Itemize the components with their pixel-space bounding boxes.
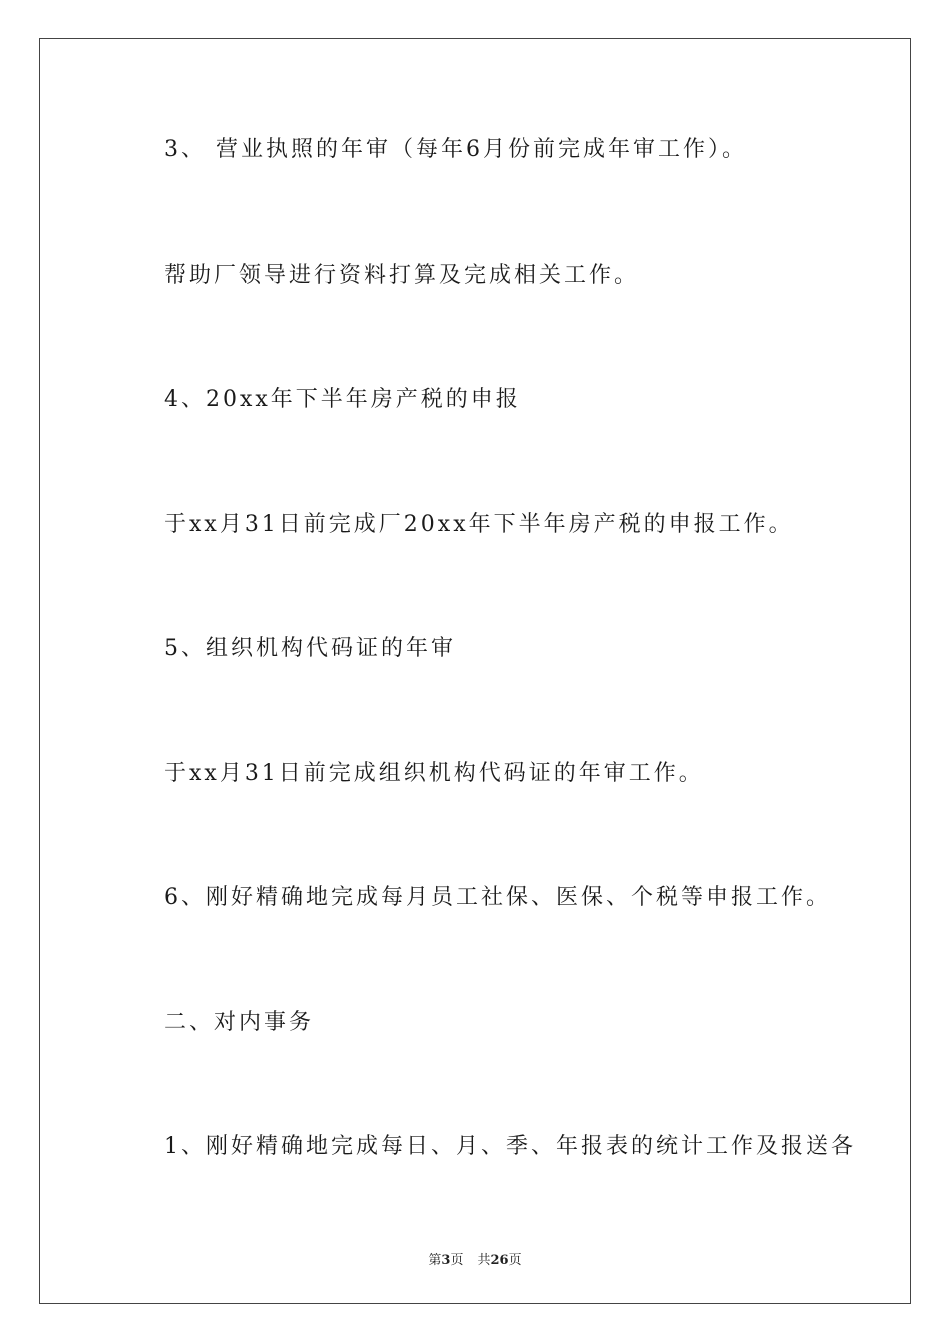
paragraph-property-tax-heading: 4、20xx年下半年房产税的申报 xyxy=(164,387,521,412)
page-number: 3 xyxy=(441,1253,451,1268)
section-heading-internal-affairs: 二、对内事务 xyxy=(164,1010,315,1035)
total-suffix: 页 xyxy=(508,1253,522,1268)
page-prefix: 第 xyxy=(428,1253,442,1268)
page-border xyxy=(39,38,911,1304)
paragraph-org-code-heading: 5、组织机构代码证的年审 xyxy=(164,636,456,661)
paragraph-property-tax-detail: 于xx月31日前完成厂20xx年下半年房产税的申报工作。 xyxy=(164,512,794,537)
paragraph-org-code-detail: 于xx月31日前完成组织机构代码证的年审工作。 xyxy=(164,761,704,786)
total-prefix: 共 xyxy=(477,1253,491,1268)
paragraph-assist-leadership: 帮助厂领导进行资料打算及完成相关工作。 xyxy=(164,263,640,288)
total-pages: 26 xyxy=(490,1253,509,1268)
paragraph-report-statistics: 1、刚好精确地完成每日、月、季、年报表的统计工作及报送各 xyxy=(164,1134,856,1159)
paragraph-social-insurance: 6、刚好精确地完成每月员工社保、医保、个税等申报工作。 xyxy=(164,885,831,910)
paragraph-business-license-review: 3、 营业执照的年审（每年6月份前完成年审工作）。 xyxy=(164,137,747,162)
page-suffix: 页 xyxy=(450,1253,464,1268)
page-footer xyxy=(0,1249,950,1268)
